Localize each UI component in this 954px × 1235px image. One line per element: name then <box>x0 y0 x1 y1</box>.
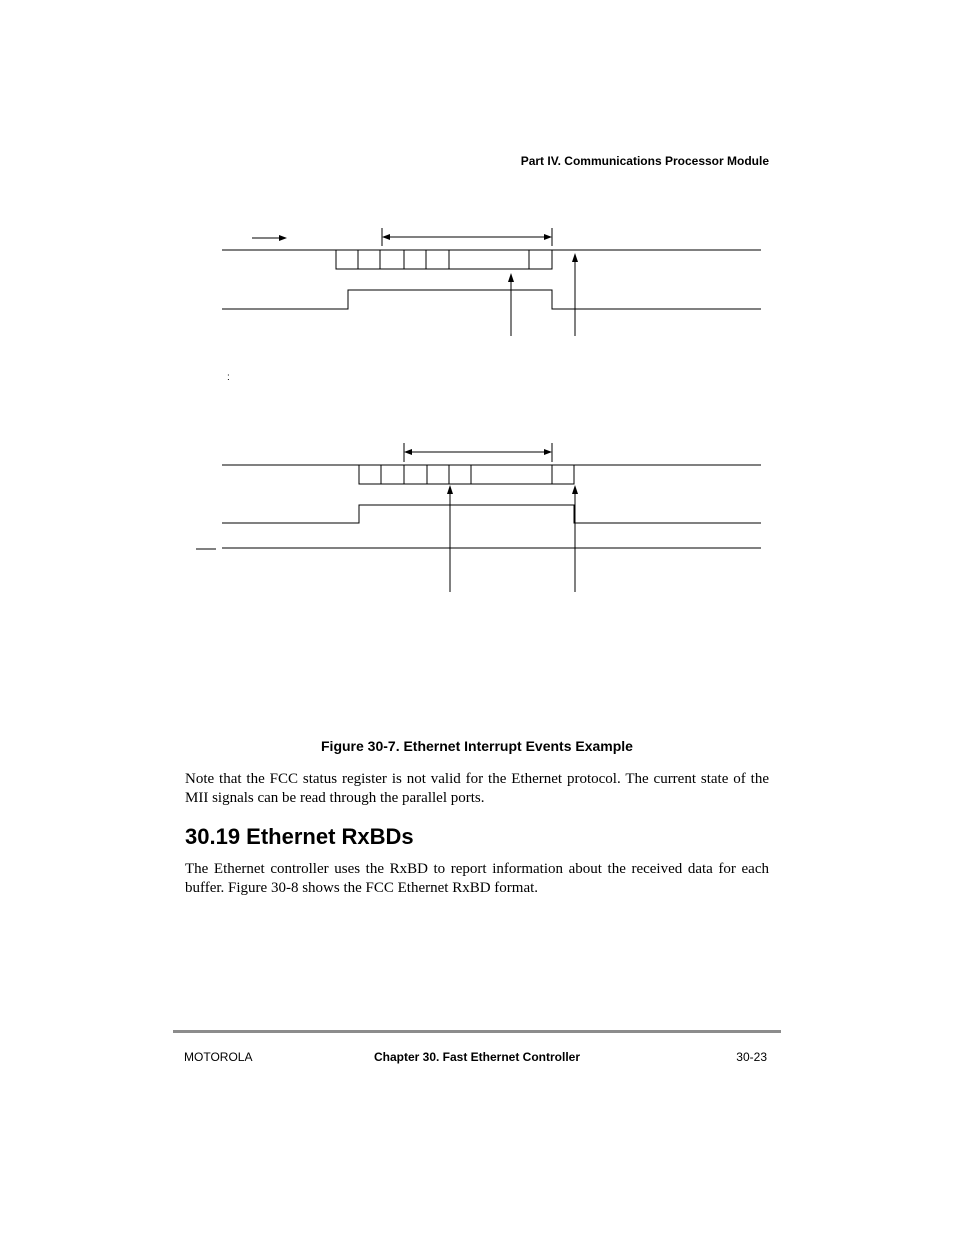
footer-publisher: MOTOROLA <box>184 1050 253 1064</box>
footer-rule <box>173 1030 781 1033</box>
frame-fields <box>336 250 552 269</box>
stray-mark: : <box>227 372 230 383</box>
running-head: Part IV. Communications Processor Module <box>520 154 769 168</box>
frame-span-arrow-2 <box>404 443 552 462</box>
figure-caption: Figure 30-7. Ethernet Interrupt Events Example <box>321 738 633 754</box>
event-arrows-2 <box>447 485 578 592</box>
frame-span-arrow <box>382 228 552 246</box>
transmit-timing-diagram <box>196 443 761 592</box>
section-heading: 30.19 Ethernet RxBDs <box>185 824 414 849</box>
event-arrows <box>508 253 578 336</box>
frame-fields-2 <box>359 465 574 484</box>
enable-signal-2 <box>222 505 761 523</box>
receive-timing-diagram <box>222 228 761 336</box>
note-paragraph: Note that the FCC status register is not valid for the Ethernet protocol. The current state of the MII signals can be read through the parallel ports. <box>185 771 769 806</box>
footer-chapter: Chapter 30. Fast Ethernet Controller <box>373 1050 581 1064</box>
footer-page-number: 30-23 <box>736 1050 767 1064</box>
enable-signal <box>222 290 761 309</box>
intro-paragraph: The Ethernet controller uses the RxBD to report information about the received data for each buffer. Figure 30-8 shows the FCC Ethernet RxBD format. <box>185 861 769 896</box>
